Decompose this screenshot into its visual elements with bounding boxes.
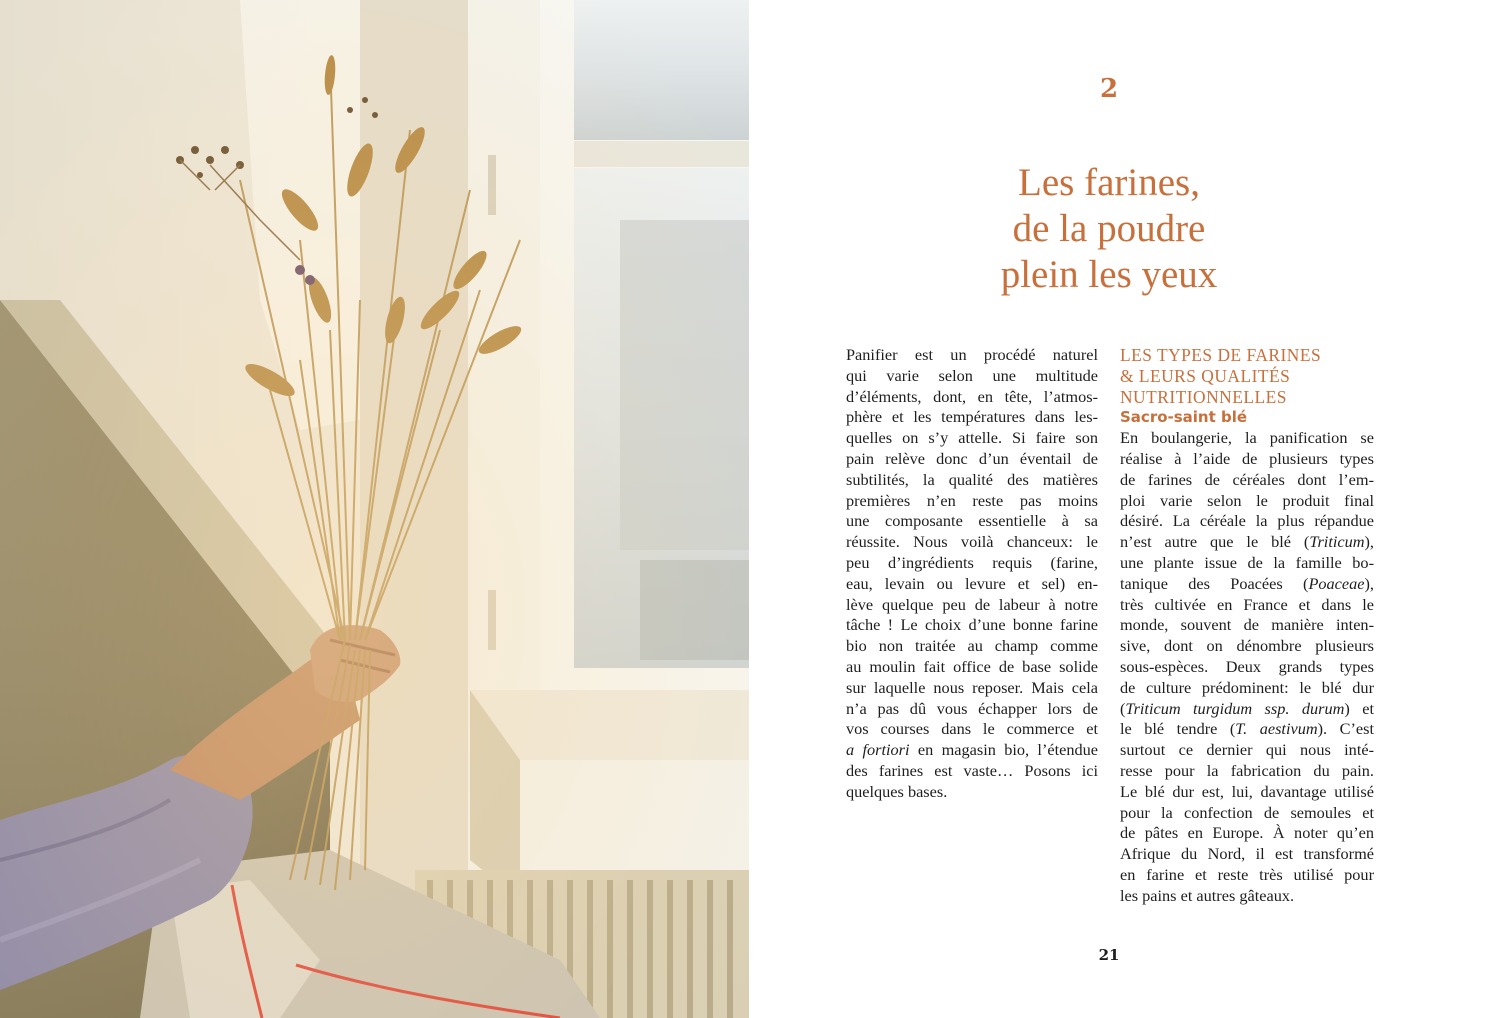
text-line: eau, levain ou levure et sel) en- [846, 573, 1098, 593]
text-line: premières n’en reste pas moins [846, 490, 1098, 510]
text-line [1120, 699, 1374, 720]
text-line: phère et les températures dans les- [846, 407, 1098, 427]
text-line [1120, 532, 1374, 553]
text-line: Afrique du Nord, il est transformé [1120, 844, 1374, 864]
chapter-title [959, 160, 1259, 298]
intro-paragraph [846, 345, 1098, 803]
text-run: ), [1364, 532, 1374, 552]
photo-illustration [0, 0, 749, 1018]
wheat-bouquet-photo [0, 0, 749, 1018]
text-line-italic-start: a fortiori en magasin bio, l’étendue [846, 740, 1098, 760]
text-line: subtilités, la qualité des matières [846, 469, 1098, 489]
text-line: vos courses dans le commerce et [846, 719, 1098, 739]
italic-phrase: a fortiori [846, 740, 910, 760]
page-number: 21 [1098, 946, 1120, 964]
italic-term: Poaceae [1308, 573, 1365, 593]
text-line: les pains et autres gâteaux. [1120, 885, 1295, 905]
text-line: bio non traitée au champ comme [846, 636, 1098, 656]
text-line: monde, souvent de manière inten- [1120, 615, 1374, 635]
text-line: sur laquelle nous reposer. Mais cela [846, 677, 1098, 697]
text-line: très cultivée en France et dans le [1120, 594, 1374, 614]
chapter-title-line: Les farines, [1018, 161, 1200, 204]
text-line [1120, 719, 1374, 740]
text-line: sive, dont on dénombre plusieurs [1120, 636, 1374, 656]
text-line: Le blé dur est, lui, davantage utilisé [1120, 781, 1374, 801]
text-line: une plante issue de la famille bo- [1120, 552, 1374, 572]
subheading: Sacro-saint blé [1120, 408, 1248, 427]
text-line: pour la confection de semoules et [1120, 802, 1374, 822]
text-line: de pâtes en Europe. À noter qu’en [1120, 823, 1374, 843]
text-line: des farines est vaste… Posons ici [846, 760, 1098, 780]
text-run: ( [1120, 698, 1126, 718]
text-line: Panifier est un procédé naturel [846, 345, 1098, 364]
italic-term: T. aestivum [1235, 719, 1318, 739]
chapter-title-line: plein les yeux [1000, 253, 1218, 296]
section-heading-line: LES TYPES DE FARINES [1120, 345, 1322, 365]
text-page [749, 0, 1500, 1018]
text-line: une composante essentielle à sa [846, 511, 1098, 531]
text-line: En boulangerie, la panification se [1120, 428, 1374, 448]
text-line: réussite. Nous voilà chanceux: le [846, 532, 1098, 552]
text-run: le blé tendre ( [1120, 719, 1236, 739]
text-line: désiré. La céréale la plus répandue [1120, 511, 1374, 531]
section-heading-line: & LEURS QUALITÉS [1120, 365, 1291, 386]
text-line: tâche ! Le choix d’une bonne farine [846, 615, 1098, 635]
text-line: quelles on s’y attelle. Si faire son [846, 428, 1098, 448]
text-line: resse pour la fabrication du pain. [1120, 760, 1374, 780]
text-line: pain relève donc d’un éventail de [846, 448, 1098, 468]
text-line: au moulin fait office de base solide [846, 656, 1098, 676]
text-line: d’éléments, dont, en tête, l’atmos- [846, 386, 1098, 406]
text-line: n’a pas dû vous échapper lors de [846, 698, 1098, 718]
section-column [1120, 345, 1374, 907]
section-heading [1120, 345, 1374, 407]
text-line: peu d’ingrédients requis (farine, [846, 552, 1098, 572]
text-run: n’est autre que le blé ( [1120, 532, 1310, 552]
chapter-number: 2 [1099, 74, 1119, 104]
section-heading-line: NUTRITIONNELLES [1120, 386, 1287, 407]
italic-term: Triticum [1309, 532, 1365, 552]
text-line: sous-espèces. Deux grands types [1120, 656, 1374, 676]
text-line: réalise à l’aide de plusieurs types [1120, 448, 1374, 468]
text-line: de culture prédominent: le blé dur [1120, 677, 1374, 697]
text-run: ), [1364, 573, 1374, 593]
italic-term: Triticum turgidum ssp. durum [1125, 698, 1345, 718]
text-line [1120, 574, 1374, 595]
text-line: en farine et reste très utilisé pour [1120, 864, 1374, 884]
text-line: ploi varie selon le produit final [1120, 490, 1374, 510]
text-line: quelques bases. [846, 781, 948, 801]
text-run: ). C’est [1317, 719, 1374, 739]
text-line: lève quelque peu de labeur à notre [846, 594, 1098, 614]
text-run: tanique des Poacées ( [1120, 573, 1309, 593]
section-body [1120, 428, 1374, 906]
text-line: surtout ce dernier qui nous inté- [1120, 740, 1374, 760]
text-run: ) et [1344, 698, 1374, 718]
chapter-title-line: de la poudre [1012, 207, 1206, 250]
text-line: qui varie selon une multitude [846, 365, 1098, 385]
text-line: de farines de céréales dont l’em- [1120, 469, 1374, 489]
